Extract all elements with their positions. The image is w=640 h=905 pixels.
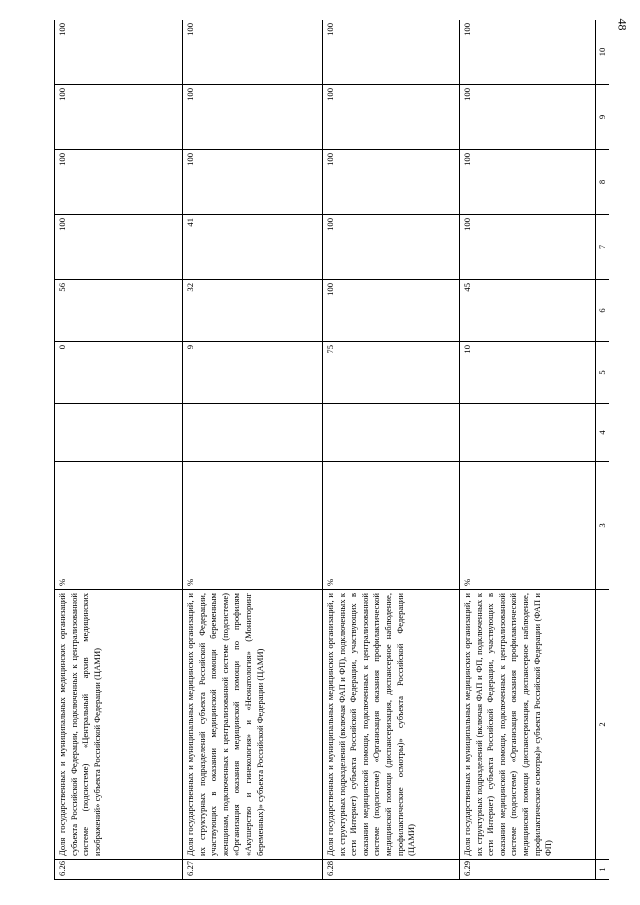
column-number: 5 bbox=[596, 342, 610, 404]
value-cell: 100 bbox=[460, 150, 596, 215]
value-cell: 100 bbox=[183, 85, 323, 150]
value-cell: 100 bbox=[183, 20, 323, 85]
value-cell: 100 bbox=[460, 20, 596, 85]
value-cell: 45 bbox=[460, 280, 596, 342]
column-numbers-row bbox=[596, 20, 610, 880]
unit-cell: % bbox=[323, 462, 460, 590]
value-cell: 9 bbox=[183, 342, 323, 404]
value-cell: 32 bbox=[183, 280, 323, 342]
indicators-table bbox=[54, 20, 609, 880]
indicator-description: Доля государственных и муниципальных медицинских организаций, и их структурных подразделений субъекта Российской Федерации, участвующих в оказании медицинской помощи беременным женщинам, подключенных к централизованной системе (подсистеме) «Организация оказания медицинской помощи по профилям «Акушерство и гинекология» и «Неонатология» (Мониторинг беременных)» субъекта Российской Федерации (ЦАМИ) bbox=[183, 590, 323, 860]
table-row bbox=[460, 20, 596, 880]
column-number: 8 bbox=[596, 150, 610, 215]
column-number: 2 bbox=[596, 590, 610, 860]
value-cell bbox=[55, 404, 183, 462]
value-cell: 75 bbox=[323, 342, 460, 404]
value-cell: 100 bbox=[55, 20, 183, 85]
rotated-table-container bbox=[54, 20, 609, 880]
row-number: 6.29 bbox=[460, 860, 596, 880]
value-cell: 10 bbox=[460, 342, 596, 404]
value-cell: 100 bbox=[55, 215, 183, 280]
unit-cell: % bbox=[183, 462, 323, 590]
row-number: 6.26 bbox=[55, 860, 183, 880]
value-cell: 41 bbox=[183, 215, 323, 280]
value-cell: 100 bbox=[323, 85, 460, 150]
column-number: 3 bbox=[596, 462, 610, 590]
page-number: 48 bbox=[615, 18, 630, 30]
value-cell: 100 bbox=[55, 85, 183, 150]
column-number: 1 bbox=[596, 860, 610, 880]
unit-cell: % bbox=[460, 462, 596, 590]
column-number: 9 bbox=[596, 85, 610, 150]
value-cell bbox=[183, 404, 323, 462]
indicator-description: Доля государственных и муниципальных медицинских организаций субъекта Российской Федерации, подключенных к централизованной системе (подсистеме) «Центральный архив медицинских изображений» субъекта Российской Федерации (ЦАМИ) bbox=[55, 590, 183, 860]
value-cell: 100 bbox=[323, 150, 460, 215]
value-cell: 0 bbox=[55, 342, 183, 404]
row-number: 6.27 bbox=[183, 860, 323, 880]
document-page bbox=[54, 20, 609, 880]
value-cell: 100 bbox=[323, 215, 460, 280]
value-cell bbox=[323, 404, 460, 462]
column-number: 7 bbox=[596, 215, 610, 280]
value-cell: 100 bbox=[183, 150, 323, 215]
indicator-description: Доля государственных и муниципальных медицинских организаций, и их структурных подразделений (включая ФАП и ФП, подключенных к сети Интернет) субъекта Российской Федерации, участвующих в оказании медицинской помощи, подключенных к централизованной системе (подсистеме) «Организация оказания профилактической медицинской помощи (диспансеризация, диспансерное наблюдение, профилактические осмотры)» субъекта Российской Федерации (ФАП и ФП) bbox=[460, 590, 596, 860]
value-cell: 100 bbox=[460, 85, 596, 150]
column-number: 10 bbox=[596, 20, 610, 85]
value-cell bbox=[460, 404, 596, 462]
column-number: 6 bbox=[596, 280, 610, 342]
table-row bbox=[55, 20, 183, 880]
value-cell: 100 bbox=[460, 215, 596, 280]
table-row bbox=[183, 20, 323, 880]
value-cell: 100 bbox=[323, 20, 460, 85]
table-row bbox=[323, 20, 460, 880]
column-number: 4 bbox=[596, 404, 610, 462]
unit-cell: % bbox=[55, 462, 183, 590]
value-cell: 100 bbox=[55, 150, 183, 215]
row-number: 6.28 bbox=[323, 860, 460, 880]
indicator-description: Доля государственных и муниципальных медицинских организаций, и их структурных подразделений (включая ФАП и ФП), подключенных к сети Интернет) субъекта Российской Федерации, участвующих в оказании медицинской помощи, подключенных к централизованной системе (подсистеме) «Организация оказания профилактической медицинской помощи (диспансеризация, диспансерное наблюдение, профилактические осмотры)» субъекта Российской Федерации (ЦАМИ) bbox=[323, 590, 460, 860]
value-cell: 56 bbox=[55, 280, 183, 342]
value-cell: 100 bbox=[323, 280, 460, 342]
